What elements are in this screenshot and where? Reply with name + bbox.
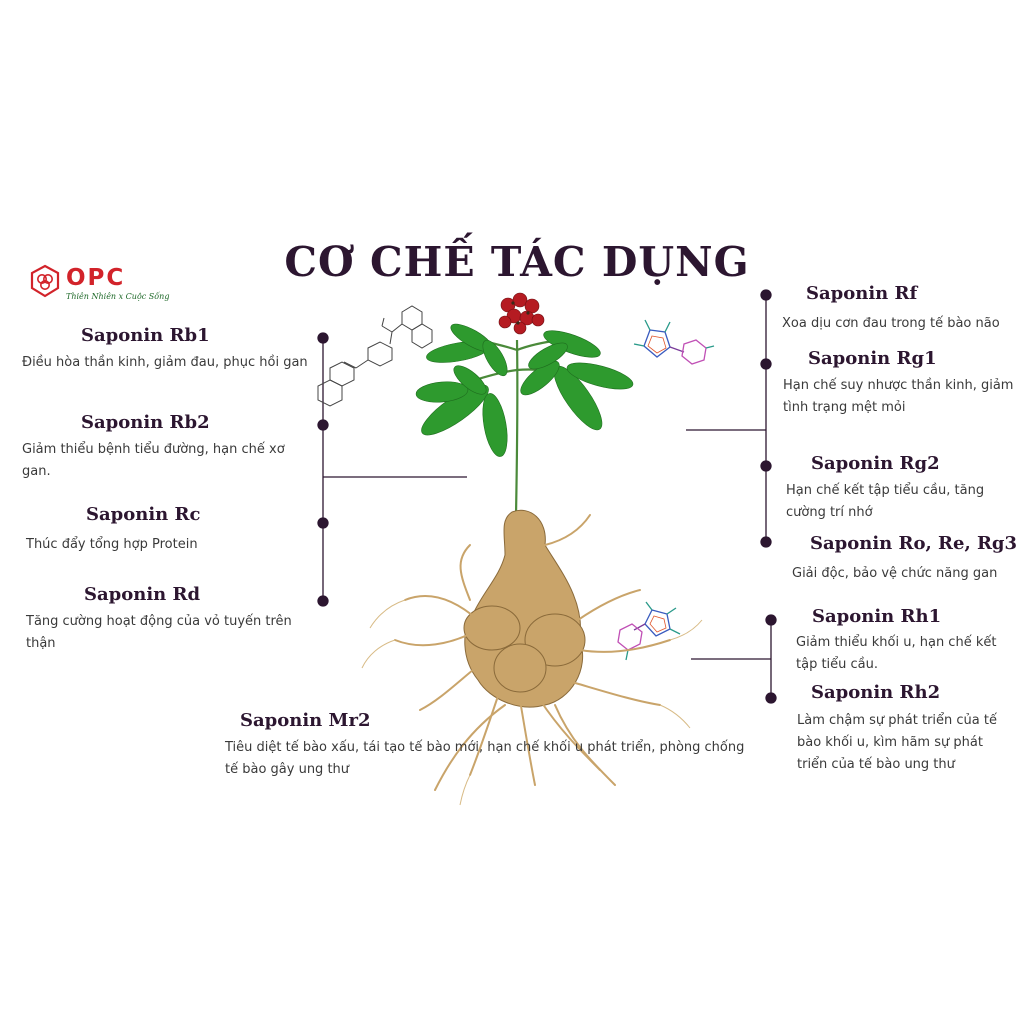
saponin-ro-re-rg3-desc: Giải độc, bảo vệ chức năng gan xyxy=(792,566,998,581)
saponin-rf-desc: Xoa dịu cơn đau trong tế bào não xyxy=(782,316,1000,331)
saponin-rd-name: Saponin Rd xyxy=(84,584,201,605)
opc-logo-tagline: Thiên Nhiên x Cuộc Sống xyxy=(66,292,170,301)
saponin-rd-desc: Tăng cường hoạt động của vỏ tuyến trên thận xyxy=(26,614,292,651)
saponin-rh2-desc: Làm chậm sự phát triển của tế bào khối u, kìm hãm sự phát triển của tế bào ung thư xyxy=(797,713,997,772)
saponin-rb2-name: Saponin Rb2 xyxy=(81,412,210,433)
saponin-rh2-name: Saponin Rh2 xyxy=(811,682,941,703)
saponin-mr2-desc: Tiêu diệt tế bào xấu, tái tạo tế bào mới, hạn chế khối u phát triển, phòng chống tế bào gây ung thư xyxy=(225,740,745,777)
lower-right-connector xyxy=(691,615,776,703)
saponin-rh1-desc: Giảm thiểu khối u, hạn chế kết tập tiểu cầu. xyxy=(796,635,997,672)
saponin-rg2-name: Saponin Rg2 xyxy=(811,453,940,474)
saponin-rf-name: Saponin Rf xyxy=(806,283,918,304)
opc-logo-wordmark: OPC xyxy=(66,265,126,291)
saponin-rc-name: Saponin Rc xyxy=(86,504,201,525)
saponin-rb2-desc: Giảm thiểu bệnh tiểu đường, hạn chế xơ gan. xyxy=(22,442,285,479)
saponin-rg1-name: Saponin Rg1 xyxy=(808,348,937,369)
molecule-structure-right-lower xyxy=(618,602,680,660)
saponin-mr2-name: Saponin Mr2 xyxy=(240,710,371,731)
saponin-rg1-desc: Hạn chế suy nhược thần kinh, giảm tình trạng mệt mỏi xyxy=(783,378,1014,415)
saponin-rg2-desc: Hạn chế kết tập tiểu cầu, tăng cường trí nhớ xyxy=(786,483,985,520)
saponin-rb1-desc: Điều hòa thần kinh, giảm đau, phục hồi gan xyxy=(22,355,308,370)
right-connector xyxy=(686,290,771,547)
molecule-structure-left xyxy=(318,306,432,406)
page-title: CƠ CHẾ TÁC DỤNG xyxy=(284,238,750,286)
saponin-rh1-name: Saponin Rh1 xyxy=(812,606,942,627)
left-connector xyxy=(318,333,467,606)
saponin-ro-re-rg3-name: Saponin Ro, Re, Rg3 xyxy=(810,533,1018,554)
saponin-rc-desc: Thúc đẩy tổng hợp Protein xyxy=(26,537,198,552)
ginseng-plant-illustration xyxy=(362,293,702,805)
molecule-structure-right-top xyxy=(634,320,714,364)
saponin-rb1-name: Saponin Rb1 xyxy=(81,325,210,346)
